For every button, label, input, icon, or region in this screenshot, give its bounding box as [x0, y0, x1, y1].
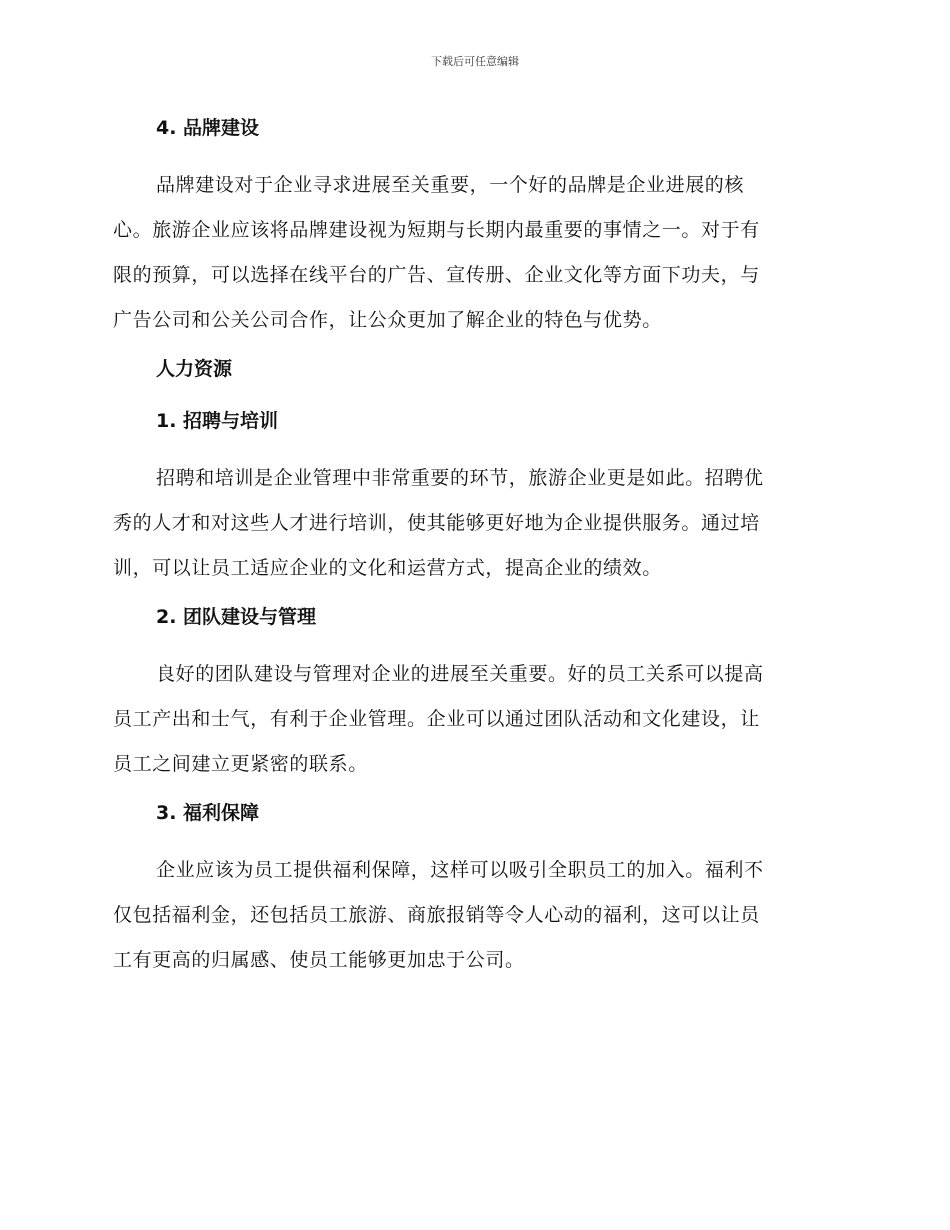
section-heading: 4. 品牌建设	[156, 117, 260, 139]
paragraph-line: 秀的人才和对这些人才进行培训，使其能够更好地为企业提供服务。通过培	[113, 512, 760, 534]
paragraph	[113, 848, 831, 983]
section-heading: 2. 团队建设与管理	[156, 606, 317, 628]
paragraph-line: 员工产出和士气，有利于企业管理。企业可以通过团队活动和文化建设，让	[113, 708, 760, 730]
paragraph-line: 工有更高的归属感、使员工能够更加忠于公司。	[113, 949, 525, 971]
paragraph	[113, 163, 831, 343]
paragraph-line: 良好的团队建设与管理对企业的进展至关重要。好的员工关系可以提高	[156, 663, 764, 685]
paragraph-line: 品牌建设对于企业寻求进展至关重要，一个好的品牌是企业进展的核	[156, 174, 745, 196]
paragraph-line: 招聘和培训是企业管理中非常重要的环节，旅游企业更是如此。招聘优	[156, 467, 764, 489]
paragraph-line: 员工之间建立更紧密的联系。	[113, 753, 368, 775]
paragraph-line: 心。旅游企业应该将品牌建设视为短期与长期内最重要的事情之一。对于有	[113, 219, 760, 241]
paragraph	[113, 652, 831, 787]
page-header-note: 下载后可任意编辑	[431, 55, 519, 68]
paragraph-line: 企业应该为员工提供福利保障，这样可以吸引全职员工的加入。福利不	[156, 859, 764, 881]
paragraph-line: 广告公司和公关公司合作，让公众更加了解企业的特色与优势。	[113, 309, 662, 331]
section-heading: 3. 福利保障	[156, 802, 260, 824]
paragraph	[113, 456, 831, 591]
document-body	[113, 112, 831, 993]
section-heading: 1. 招聘与培训	[156, 410, 279, 432]
paragraph-line: 限的预算，可以选择在线平台的广告、宣传册、企业文化等方面下功夫，与	[113, 264, 760, 286]
paragraph-line: 仅包括福利金，还包括员工旅游、商旅报销等令人心动的福利，这可以让员	[113, 904, 760, 926]
section-heading: 人力资源	[156, 358, 233, 380]
paragraph-line: 训，可以让员工适应企业的文化和运营方式，提高企业的绩效。	[113, 557, 662, 579]
